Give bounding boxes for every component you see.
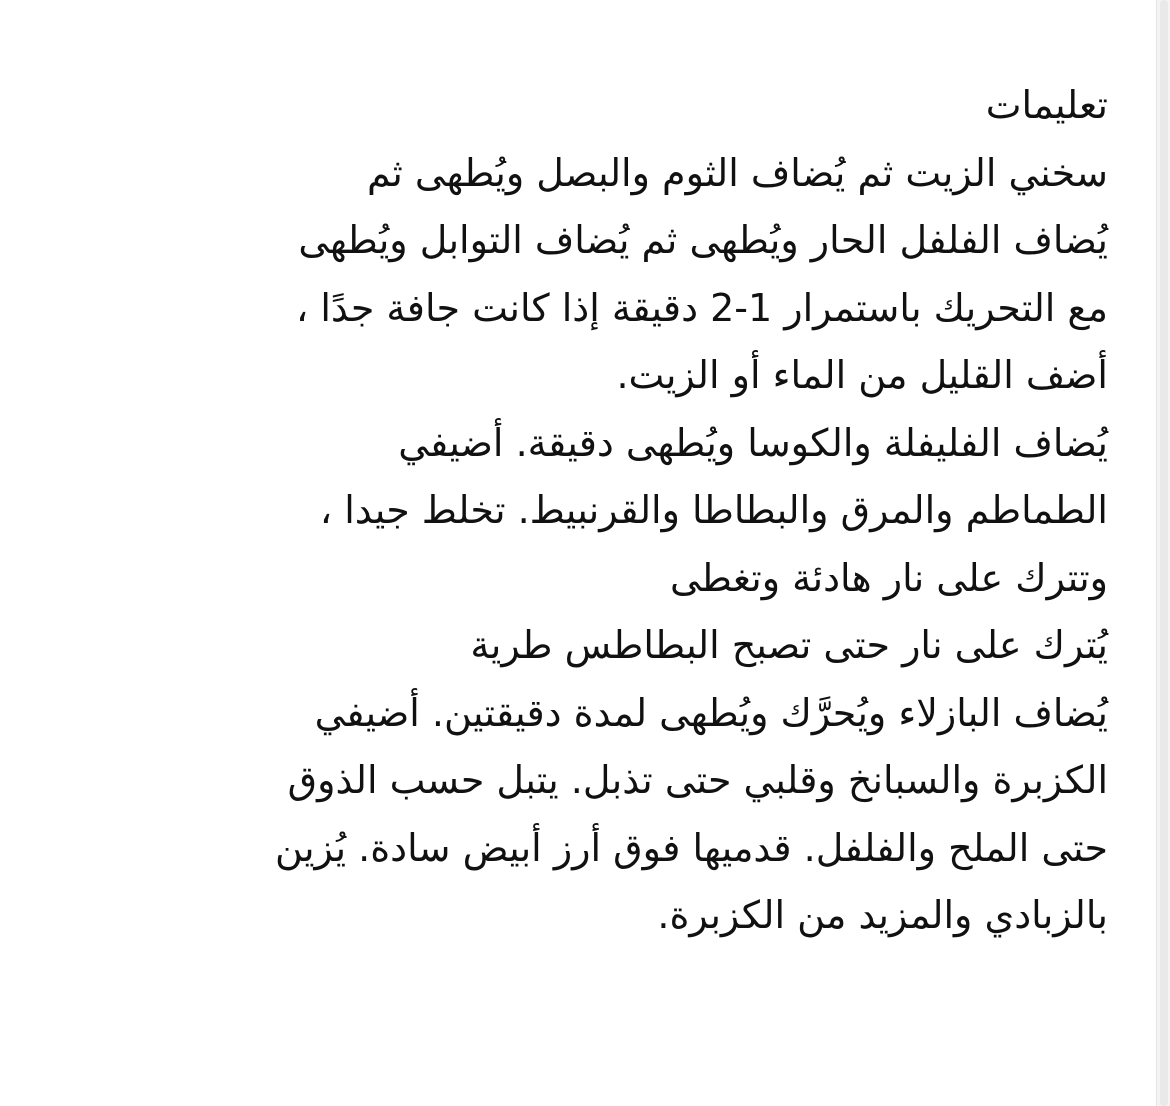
text-line: سخني الزيت ثم يُضاف الثوم والبصل ويُطهى ثم	[366, 150, 1108, 195]
text-line: مع التحريك باستمرار 1-2 دقيقة إذا كانت جافة جدًا ،	[295, 285, 1108, 330]
text-line: الكزبرة والسبانخ وقلبي حتى تذبل. يتبل حسب الذوق	[287, 758, 1108, 802]
recipe-instructions	[48, 74, 1108, 952]
scrollbar-thumb[interactable]	[1160, 0, 1168, 1106]
text-line: حتى الملح والفلفل. قدميها فوق أرز أبيض سادة. يُزين	[275, 825, 1108, 870]
instructions-heading: تعليمات	[985, 83, 1108, 127]
text-line: يُترك على نار حتى تصبح البطاطس طرية	[470, 623, 1108, 667]
text-line: يُضاف البازلاء ويُحرَّك ويُطهى لمدة دقيقتين. أضيفي	[314, 690, 1108, 735]
text-line: أضف القليل من الماء أو الزيت.	[616, 353, 1108, 397]
text-line: بالزبادي والمزيد من الكزبرة.	[657, 893, 1108, 937]
text-line: الطماطم والمرق والبطاطا والقرنبيط. تخلط جيدا ،	[319, 488, 1108, 532]
text-line: يُضاف الفليفلة والكوسا ويُطهى دقيقة. أضيفي	[398, 420, 1108, 465]
text-line: يُضاف الفلفل الحار ويُطهى ثم يُضاف التوابل ويُطهى	[298, 218, 1108, 262]
text-line: وتترك على نار هادئة وتغطى	[669, 555, 1108, 600]
vertical-scrollbar[interactable]	[1156, 0, 1170, 1106]
